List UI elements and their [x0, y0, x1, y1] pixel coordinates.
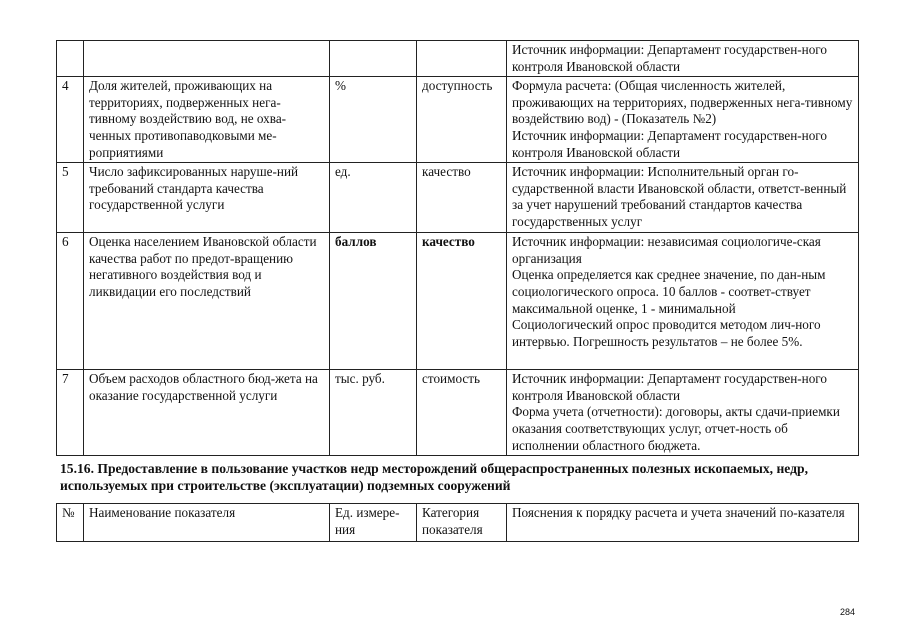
category-cell	[417, 41, 507, 77]
unit-cell: ед.	[330, 163, 417, 233]
num-cell: 5	[57, 163, 84, 233]
name-cell: Объем расходов областного бюд-жета на оказание государственной услуги	[84, 370, 330, 456]
table-row	[57, 233, 859, 370]
explanation-cell: Источник информации: Департамент государствен-ного контроля Ивановской области Форма учета (отчетности): договоры, акты сдачи-приемки оказания соответствующих услуг, отчет-ность об исполнении областного бюджета.	[507, 370, 859, 456]
header-num: №	[57, 504, 84, 542]
indicators-header-table	[56, 503, 859, 542]
num-cell	[57, 41, 84, 77]
section-title: 15.16. Предоставление в пользование участков недр месторождений общераспространенных полезных ископаемых, недр, используемых при строительстве (эксплуатации) подземных сооружений	[60, 461, 808, 493]
name-cell	[84, 41, 330, 77]
category-cell: качество	[417, 233, 507, 370]
table-row	[57, 370, 859, 456]
unit-cell: %	[330, 77, 417, 163]
header-name: Наименование показателя	[84, 504, 330, 542]
header-unit: Ед. измере-ния	[330, 504, 417, 542]
explanation-cell: Источник информации: Исполнительный орган го-сударственной власти Ивановской области, ответст-венный за учет нарушений требований стандартов качества государственных услуг	[507, 163, 859, 233]
explanation-cell: Формула расчета: (Общая численность жителей, проживающих на территориях, подверженных нега-тивному воздействию вод) - (Показатель №2) Источник информации: Департамент государствен-ного контроля Ивановской области	[507, 77, 859, 163]
name-cell: Доля жителей, проживающих на территориях, подверженных нега-тивному воздействию вод, не охва-ченных противопаводковыми ме-роприятиями	[84, 77, 330, 163]
unit-cell	[330, 41, 417, 77]
table-header-row	[57, 504, 859, 542]
explanation-cell: Источник информации: Департамент государствен-ного контроля Ивановской области	[507, 41, 859, 77]
indicators-table	[56, 40, 859, 456]
num-cell: 7	[57, 370, 84, 456]
header-explanation: Пояснения к порядку расчета и учета значений по-казателя	[507, 504, 859, 542]
table-row	[57, 77, 859, 163]
unit-cell: тыс. руб.	[330, 370, 417, 456]
num-cell: 4	[57, 77, 84, 163]
page-number: 284	[840, 607, 856, 617]
category-cell: стоимость	[417, 370, 507, 456]
name-cell: Оценка населением Ивановской области качества работ по предот-вращению негативного воздействия вод и ликвидации его последствий	[84, 233, 330, 370]
header-category: Категория показателя	[417, 504, 507, 542]
explanation-cell: Источник информации: независимая социологиче-ская организация Оценка определяется как среднее значение, по дан-ным социологического опроса. 10 баллов - соответ-ствует максимальной оценке, 1 - минимальной Социологический опрос проводится методом лич-ного интервью. Погрешность результатов – не более 5%.	[507, 233, 859, 370]
unit-cell: баллов	[330, 233, 417, 370]
name-cell: Число зафиксированных наруше-ний требований стандарта качества государственной услуги	[84, 163, 330, 233]
table-row	[57, 163, 859, 233]
category-cell: доступность	[417, 77, 507, 163]
table-row	[57, 41, 859, 77]
num-cell: 6	[57, 233, 84, 370]
category-cell: качество	[417, 163, 507, 233]
